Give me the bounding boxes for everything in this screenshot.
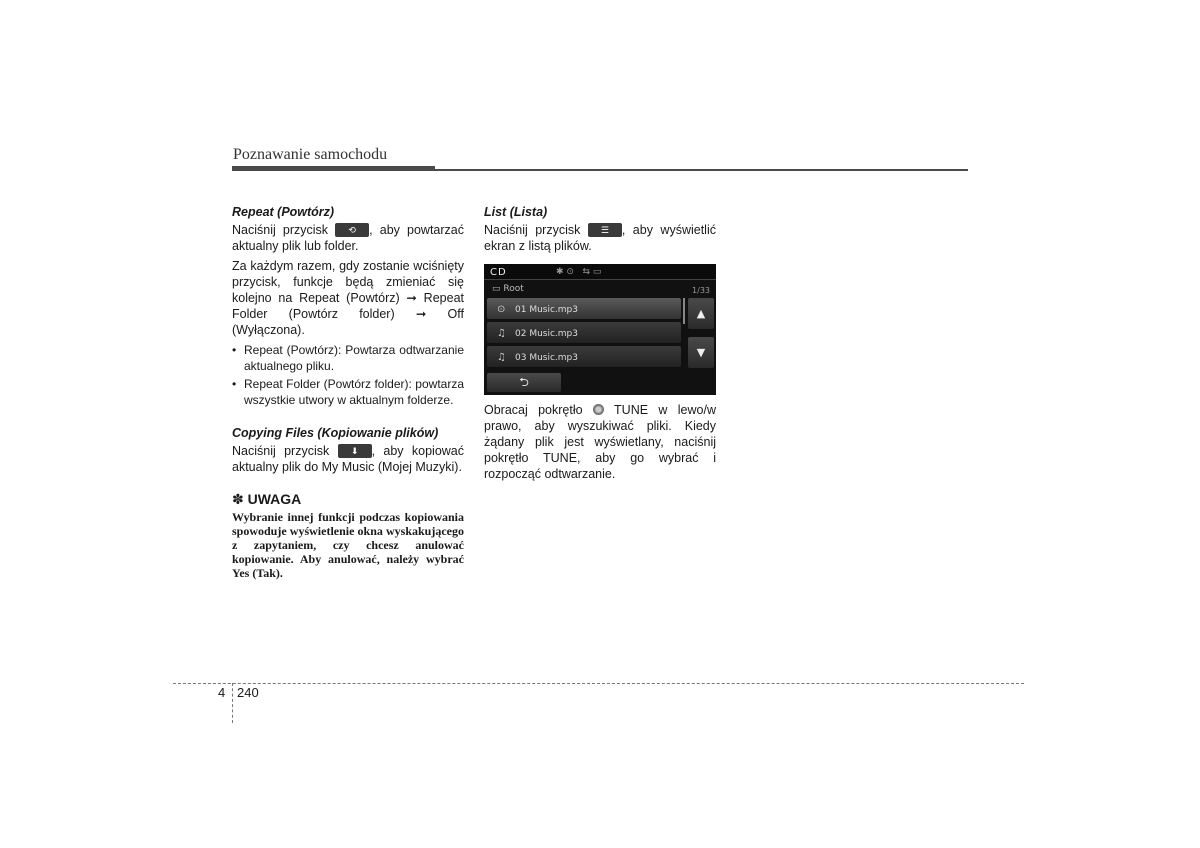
track-name: 02 Music.mp3 <box>515 329 578 340</box>
copy-paragraph <box>232 444 464 476</box>
note-body: Wybranie innej funkcji podczas kopiowania spowoduje wyświetlenie okna wyskakującego z zapytaniem, czy chcesz anulować kopiowanie. Aby anulować, należy wybrać Yes (Tak). <box>232 509 464 580</box>
copy-heading: Copying Files (Kopiowanie plików) <box>232 426 439 441</box>
repeat-paragraph-1 <box>232 223 464 255</box>
list-button-icon: ☰ <box>588 223 622 237</box>
tune-knob-icon <box>593 404 604 415</box>
list-paragraph <box>484 223 716 255</box>
note-heading: ✽ UWAGA <box>232 490 302 507</box>
list-text-a: Naciśnij przycisk <box>484 222 581 237</box>
tune-text-b: TUNE w lewo/w prawo, aby wyszukiwać pliki. Kiedy żądany plik jest wyświetlany, naciśnij pokrętło TUNE, aby go wybrać i rozpocząć odtwarzanie. <box>484 403 716 481</box>
back-arrow-icon: ⮌ <box>519 375 529 390</box>
page-number: 240 <box>237 685 259 700</box>
bullet-item: • Repeat Folder (Powtórz folder): powtarza wszystkie utwory w aktualnym folderze. <box>232 377 464 408</box>
track-name: 03 Music.mp3 <box>515 353 578 364</box>
play-icon: ⊙ <box>497 304 506 316</box>
scroll-down-button[interactable]: ▼ <box>688 337 714 368</box>
right-column <box>484 205 716 487</box>
repeat-paragraph-2: Za każdym razem, gdy zostanie wciśnięty przycisk, funkcje będą zmieniać się kolejno na Repeat (Powtórz) ➞ Repeat Folder (Powtórz folder) ➞ Off (Wyłączona). <box>232 259 464 337</box>
footer-divider <box>232 683 233 723</box>
copy-text-b: , aby kopiować aktualny plik do My Music (Mojej Muzyki). <box>232 444 464 474</box>
header-rule-thick <box>232 166 435 171</box>
repeat-button-icon: ⟲ <box>335 223 369 237</box>
folder-icon: ▭ <box>492 284 501 295</box>
music-note-icon: ♫ <box>497 328 506 340</box>
list-scrollbar[interactable] <box>683 298 685 324</box>
track-name: 01 Music.mp3 <box>515 305 578 316</box>
list-text-b: , aby wyświetlić ekran z listą plików. <box>484 222 716 253</box>
scroll-up-button[interactable]: ▲ <box>688 298 714 329</box>
repeat-text-a: Naciśnij przycisk <box>232 222 329 237</box>
tune-paragraph <box>484 403 716 482</box>
repeat-text-b: , aby powtarzać aktualny plik lub folder. <box>232 222 464 253</box>
footer-rule <box>173 683 1024 684</box>
list-heading: List (Lista) <box>484 205 548 219</box>
tune-text-a: Obracaj pokrętło <box>484 403 583 418</box>
header-rule-thin <box>435 169 968 171</box>
save-button-icon: ⬇ <box>338 444 372 458</box>
music-note-icon: ♫ <box>497 352 506 364</box>
page-header-title: Poznawanie samochodu <box>233 146 388 163</box>
track-row[interactable] <box>487 322 681 343</box>
repeat-heading: Repeat (Powtórz) <box>232 205 335 219</box>
folder-name: Root <box>503 284 524 295</box>
screen-status-bar <box>484 264 716 280</box>
bullet-item: • Repeat (Powtórz): Powtarza odtwarzanie aktualnego pliku. <box>232 343 464 374</box>
chapter-number: 4 <box>218 685 226 700</box>
repeat-bullet-list <box>232 343 464 408</box>
left-column <box>232 205 464 580</box>
folder-path <box>492 282 524 298</box>
screen-source-label: CD <box>490 267 507 279</box>
back-button[interactable] <box>487 373 561 392</box>
track-row[interactable] <box>487 346 681 367</box>
track-row[interactable] <box>487 298 681 319</box>
copy-text-a: Naciśnij przycisk <box>232 444 330 459</box>
status-icons: ✱ ⊙ ⇆ ▭ <box>556 267 602 278</box>
track-counter: 1/33 <box>692 286 710 296</box>
file-list-screen <box>484 264 716 395</box>
